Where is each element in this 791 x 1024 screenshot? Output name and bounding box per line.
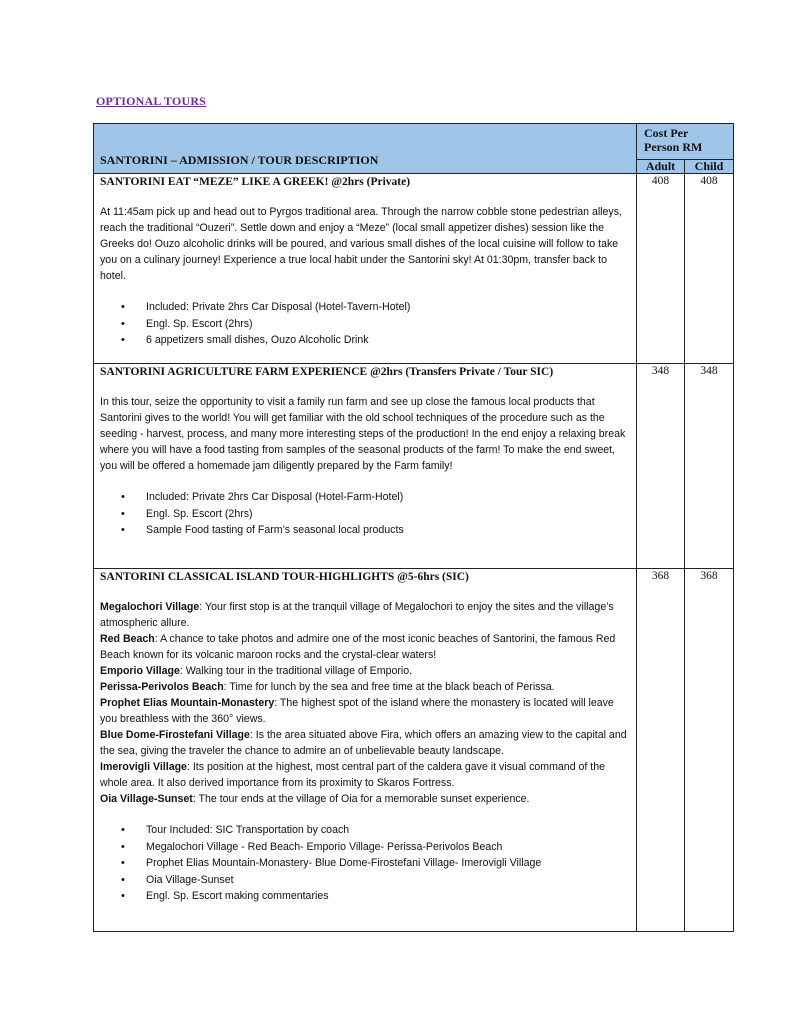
list-item: • Prophet Elias Mountain-Monastery- Blue Dome-Firostefani Village- Imerovigli Village — [100, 855, 630, 872]
cost-header-line2: Person RM — [644, 140, 703, 154]
tour-stop — [100, 759, 630, 791]
tour-stop — [100, 791, 630, 807]
stop-name: Oia Village-Sunset — [100, 793, 193, 805]
adult-price: 408 — [637, 174, 685, 364]
adult-price: 368 — [637, 569, 685, 932]
tour-row — [94, 174, 734, 364]
child-price: 368 — [685, 569, 734, 932]
tour-title: SANTORINI AGRICULTURE FARM EXPERIENCE @2hrs (Transfers Private / Tour SIC) — [100, 366, 554, 378]
tour-stop — [100, 663, 630, 679]
tour-cell — [94, 364, 637, 569]
tour-stops — [100, 599, 630, 807]
list-item: • Tour Included: SIC Transportation by coach — [100, 822, 630, 839]
tour-bullet-list — [100, 489, 630, 539]
list-item: • Included: Private 2hrs Car Disposal (Hotel-Tavern-Hotel) — [100, 299, 630, 316]
tour-row — [94, 569, 734, 932]
stop-text: : The tour ends at the village of Oia for a memorable sunset experience. — [192, 793, 530, 805]
stop-name: Megalochori Village — [100, 601, 200, 613]
child-header: Child — [685, 160, 734, 174]
table-title: SANTORINI – ADMISSION / TOUR DESCRIPTION — [94, 124, 637, 174]
tour-description: At 11:45am pick up and head out to Pyrgos traditional area. Through the narrow cobble stone pedestrian alleys, reach the traditional “Ouzeri”. Settle down and enjoy a “Meze” (local small appetizer dishes) session like the Greeks do! Ouzo alcoholic drinks will be poured, and various small dishes of the local cuisine will follow to take you on a culinary journey! Experience a true local habit under the Santorini sky! At 01:30pm, transfer back to hotel. — [100, 206, 622, 282]
list-item: • Oia Village-Sunset — [100, 872, 630, 889]
stop-text: : Time for lunch by the sea and free time at the black beach of Perissa. — [223, 681, 555, 693]
list-item: • Engl. Sp. Escort (2hrs) — [100, 506, 630, 523]
cost-per-person-header — [637, 124, 734, 160]
adult-header: Adult — [637, 160, 685, 174]
stop-name: Perissa-Perivolos Beach — [100, 681, 224, 693]
tour-cell — [94, 569, 637, 932]
list-item: • Megalochori Village - Red Beach- Emporio Village- Perissa-Perivolos Beach — [100, 839, 630, 856]
tours-table — [93, 123, 734, 932]
table-header-row — [94, 124, 734, 160]
list-item: • Sample Food tasting of Farm’s seasonal local products — [100, 522, 630, 539]
child-price: 408 — [685, 174, 734, 364]
list-item: • 6 appetizers small dishes, Ouzo Alcoholic Drink — [100, 332, 630, 349]
stop-text: : Is the area situated above Fira, which offers an amazing view to the capital and the sea, giving the traveler the chance to admire an of unbelievable beauty landscape. — [100, 729, 627, 757]
stop-name: Prophet Elias Mountain-Monastery — [100, 697, 275, 709]
stop-text: : Its position at the highest, most central part of the caldera gave it visual command of the whole area. It also derived importance from its proximity to Skaros Fortress. — [100, 761, 606, 789]
tour-bullet-list — [100, 822, 630, 905]
tour-stop — [100, 599, 630, 631]
page-heading: OPTIONAL TOURS — [96, 94, 207, 108]
tour-bullet-list — [100, 299, 630, 349]
stop-text: : Your first stop is at the tranquil village of Megalochori to enjoy the sites and the village’s atmospheric allure. — [100, 601, 614, 629]
stop-name: Emporio Village — [100, 665, 180, 677]
stop-name: Red Beach — [100, 633, 155, 645]
list-item: • Engl. Sp. Escort making commentaries — [100, 888, 630, 905]
stop-name: Blue Dome-Firostefani Village — [100, 729, 250, 741]
cost-header-line1: Cost Per — [644, 126, 689, 140]
tour-cell — [94, 174, 637, 364]
tour-stop — [100, 727, 630, 759]
stop-text: : Walking tour in the traditional village of Emporio. — [179, 665, 413, 677]
tour-row — [94, 364, 734, 569]
tour-title: SANTORINI CLASSICAL ISLAND TOUR-HIGHLIGHTS @5-6hrs (SIC) — [100, 571, 469, 583]
tour-description: In this tour, seize the opportunity to visit a family run farm and see up close the famous local products that Santorini gives to the world! You will get familiar with the old school techniques of the procedure such as the seeding - harvest, process, and many more interesting steps of the production! In the end enjoy a relaxing break where you will have a food tasting from samples of the seasonal products of the farm! To make the end sweet, you will be offered a homemade jam diligently prepared by the Farm family! — [100, 396, 626, 472]
tour-stop — [100, 631, 630, 663]
tour-title: SANTORINI EAT “MEZE” LIKE A GREEK! @2hrs (Private) — [100, 176, 411, 188]
adult-price: 348 — [637, 364, 685, 569]
stop-text: : A chance to take photos and admire one of the most iconic beaches of Santorini, the famous Red Beach known for its volcanic maroon rocks and the crystal-clear waters! — [100, 633, 616, 661]
child-price: 348 — [685, 364, 734, 569]
list-item: • Engl. Sp. Escort (2hrs) — [100, 316, 630, 333]
tour-stop — [100, 679, 630, 695]
list-item: • Included: Private 2hrs Car Disposal (Hotel-Farm-Hotel) — [100, 489, 630, 506]
tour-stop — [100, 695, 630, 727]
stop-name: Imerovigli Village — [100, 761, 187, 773]
stop-text: : The highest spot of the island where the monastery is located will leave you breathless with the 360° views. — [100, 697, 614, 725]
